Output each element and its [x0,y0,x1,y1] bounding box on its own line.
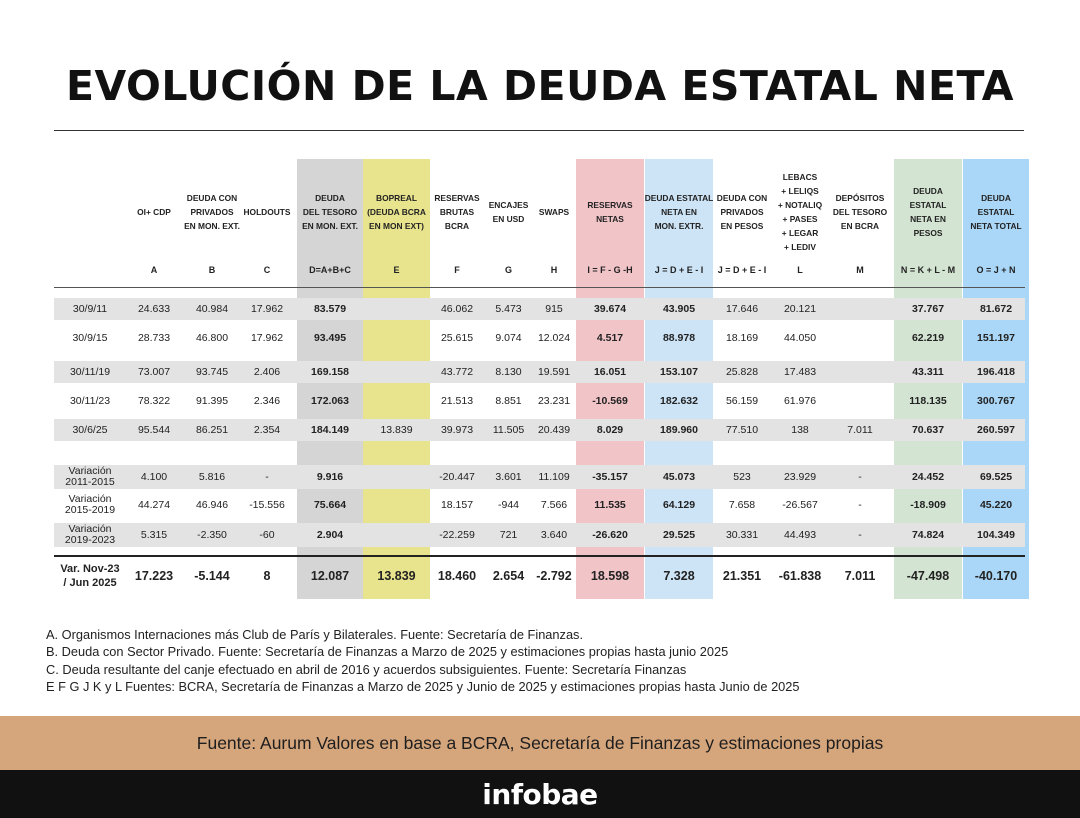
table-cell: 9.074 [495,332,522,344]
column-code: F [454,265,460,275]
table-cell: 75.664 [313,499,347,511]
table-cell: 17.962 [250,303,284,315]
table-row [54,390,1025,412]
table-cell: 21.513 [440,395,474,407]
total-row [54,561,1025,591]
source-text: Fuente: Aurum Valores en base a BCRA, Secretaría de Finanzas y estimaciones propias [196,732,884,753]
table-cell: 11.535 [594,499,626,511]
table-cell: 44.493 [783,529,817,541]
table-cell: 78.322 [137,395,171,407]
table-cell: 8.130 [495,366,522,378]
table-cell: 2.346 [253,395,281,407]
column-header: DEUDA DEL TESORO EN MON. EXT. [302,193,358,231]
table-cell: 11.109 [538,471,570,483]
table-cell: 2.406 [253,366,281,378]
column-header: RESERVAS BRUTAS BCRA [434,193,480,231]
column-header: BOPREAL (DEUDA BCRA EN MON EXT) [367,193,426,231]
table-cell: 8.029 [596,424,624,436]
table-cell [363,327,430,349]
table-cell: 13.839 [380,424,413,436]
table-cell: 64.129 [662,499,696,511]
table-cell: 18.169 [725,332,759,344]
table-cell: 3.601 [495,471,522,483]
footnote: E F G J K y L Fuentes: BCRA, Secretaría de Finanzas a Marzo de 2025 y Junio de 2025 y estimaciones propias hasta Junio de 2025 [46,678,800,694]
table-cell [363,523,430,547]
table-cell: 138 [791,424,809,436]
table-cell: 62.219 [911,332,945,344]
table-cell: -18.909 [910,499,946,511]
row-label: 30/9/15 [72,331,108,344]
table-cell: 24.633 [137,303,171,315]
column-header: RESERVAS NETAS [587,200,633,224]
table-cell: 7.011 [847,424,873,436]
table-cell: -47.498 [906,569,950,583]
table-cell: 184.149 [311,424,349,436]
table-cell: 18.460 [437,569,477,583]
table-row [54,465,1025,489]
table-cell: -22.259 [439,529,475,541]
table-cell: 95.544 [137,424,171,436]
table-cell [363,298,430,320]
table-cell: 74.824 [911,529,945,541]
table-cell: 23.929 [783,471,817,483]
table-cell: 46.800 [195,332,229,344]
table-cell: -61.838 [778,569,822,583]
table-cell: 39.674 [593,303,627,315]
column-header: DEUDA CON PRIVADOS EN PESOS [716,193,768,231]
table-cell: -2.350 [197,529,227,541]
table-cell: -10.569 [592,395,628,407]
table-cell: -40.170 [974,569,1018,583]
column-code: D=A+B+C [309,265,351,275]
table-row [54,327,1025,349]
table-cell: 88.978 [662,332,696,344]
table-cell: 43.311 [912,366,944,378]
table-cell: 61.976 [783,395,817,407]
table-cell [363,493,430,517]
row-label: 30/11/23 [69,394,111,407]
table-cell: 69.525 [979,471,1013,483]
table-cell: 5.473 [495,303,522,315]
table-cell: 46.062 [440,303,474,315]
table-cell: - [858,529,862,541]
row-label: Variación 2019-2023 [64,523,116,546]
table-cell: 7.566 [540,499,568,511]
footnote: A. Organismos Internaciones más Club de París y Bilaterales. Fuente: Secretaría de Finanzas. [46,627,584,642]
table-cell: 118.135 [909,395,947,407]
table-cell: 28.733 [137,332,171,344]
table-cell: 44.050 [783,332,817,344]
table-cell: 23.231 [537,395,571,407]
table-cell [828,327,892,349]
table-cell: 12.024 [537,332,571,344]
column-code: C [263,265,271,275]
table-cell: 169.158 [311,366,349,378]
row-label: Variación 2015-2019 [64,493,116,516]
table-cell: 25.615 [440,332,474,344]
page-title: EVOLUCIÓN DE LA DEUDA ESTATAL NETA [65,62,1015,110]
column-header: ENCAJES EN USD [488,200,529,224]
column-code: I = F - G -H [587,265,633,275]
table-cell: - [858,471,862,483]
table-cell: 43.772 [440,366,474,378]
column-code: M [856,265,864,275]
table-cell: -35.157 [592,471,628,483]
table-cell: -26.620 [592,529,628,541]
table-cell: 2.354 [253,424,281,436]
table-cell: -944 [497,499,519,511]
table-cell: 172.063 [311,395,349,407]
table-cell: 721 [499,529,518,541]
table-cell: 93.745 [195,366,229,378]
column-header: DEPÓSITOS DEL TESORO EN BCRA [832,193,888,231]
table-cell: 2.904 [316,529,344,541]
table-cell: 86.251 [195,424,229,436]
column-code: O = J + N [976,265,1016,275]
column-header: DEUDA ESTATAL NETA EN PESOS [909,186,947,238]
table-cell: 37.767 [911,303,945,315]
total-divider [54,555,1025,557]
table-cell: 189.960 [660,424,698,436]
table-cell: 300.767 [977,395,1015,407]
table-cell: -60 [259,529,275,541]
table-cell: 13.839 [377,569,416,583]
footnotes [46,626,1046,695]
table-cell: -2.792 [536,569,572,583]
table-cell: 7.011 [844,569,876,583]
table-cell: 56.159 [725,395,759,407]
column-code: G [504,265,512,275]
table-cell: 104.349 [977,529,1015,541]
table-cell: 16.051 [593,366,627,378]
table-cell: 7.658 [728,499,756,511]
table-cell: 11.505 [492,424,525,436]
table-cell: 8 [263,569,271,583]
column-code: E [393,265,400,275]
table-cell [363,465,430,489]
table-cell: 44.274 [137,499,171,511]
table-cell: 24.452 [911,471,945,483]
row-label: Var. Nov-23 / Jun 2025 [60,563,120,589]
table-cell: -20.447 [439,471,475,483]
table-cell: 523 [733,471,751,483]
table-cell: 9.916 [316,471,344,483]
table-cell: 153.107 [660,366,698,378]
table-cell: 73.007 [137,366,171,378]
table-cell: 18.598 [590,569,630,583]
table-cell: 17.646 [725,303,759,315]
table-cell: 17.962 [250,332,284,344]
row-label: 30/11/19 [69,365,111,378]
table-cell: 93.495 [313,332,347,344]
table-cell: 70.637 [911,424,945,436]
table-cell: 83.579 [313,303,347,315]
table-cell: 4.100 [140,471,168,483]
column-header: DEUDA CON PRIVADOS EN MON. EXT. [184,193,240,231]
footnote: B. Deuda con Sector Privado. Fuente: Secretaría de Finanzas a Marzo de 2025 y estimaciones propias hasta junio 2025 [46,644,729,660]
table-row [54,419,1025,441]
table-cell: 43.905 [662,303,696,315]
table-row [54,361,1025,383]
table-cell [828,298,892,320]
table-cell: 260.597 [977,424,1015,436]
table-cell [828,361,892,383]
table-cell [363,361,430,383]
table-cell: 4.517 [596,332,624,344]
row-label: 30/6/25 [72,423,108,436]
table-cell: 7.328 [663,569,695,583]
column-code: N = K + L - M [900,265,956,275]
table-cell: 915 [545,303,563,315]
table-cell: 3.640 [540,529,568,541]
table-cell: 19.591 [537,366,571,378]
table-cell: - [265,471,269,483]
table-cell: 45.073 [662,471,696,483]
column-header: HOLDOUTS [243,207,291,217]
table-row [54,523,1025,547]
table-cell: -26.567 [782,499,818,511]
table-cell: 39.973 [440,424,474,436]
table-cell: 12.087 [310,569,350,583]
column-header: DEUDA ESTATAL NETA TOTAL [970,193,1022,231]
column-code: J = D + E - I [717,265,767,275]
row-label: Variación 2011-2015 [65,465,115,488]
table-cell: 196.418 [977,366,1015,378]
table-cell: 2.654 [492,569,525,583]
table-cell: 20.121 [783,303,817,315]
table-cell: 81.672 [979,303,1013,315]
brand-logo: infobae [482,777,598,811]
column-header: SWAPS [538,207,570,217]
column-code: B [208,265,216,275]
table-cell [828,390,892,412]
column-header: LEBACS + LELIQS + NOTALIQ + PASES + LEGAR + LEDIV [777,172,823,252]
source-band [0,716,1080,770]
footnote: C. Deuda resultante del canje efectuado en abril de 2016 y acuerdos subsiguientes. Fuente: Secretaría Finanzas [46,661,687,677]
row-label: 30/9/11 [72,302,108,315]
table-cell: 21.351 [722,569,762,583]
table-cell: 46.946 [195,499,229,511]
table-row [54,298,1025,320]
table-cell: 20.439 [537,424,571,436]
column-header: DEUDA ESTATAL NETA EN MON. EXTR. [644,193,714,231]
table-cell: 17.223 [134,569,174,583]
table-cell: 17.483 [783,366,817,378]
header-divider [54,287,1025,288]
column-code: J = D + E - I [654,265,704,275]
table-row [54,493,1025,517]
table-cell: 40.984 [195,303,229,315]
column-code: A [150,265,158,275]
table-cell: 5.816 [198,471,226,483]
table-cell: 30.331 [725,529,759,541]
table-cell: 5.315 [140,529,168,541]
footer-band [0,770,1080,818]
table-cell: 77.510 [725,424,759,436]
column-code: H [550,265,558,275]
title-divider [54,130,1024,131]
table-cell: 8.851 [495,395,522,407]
table-cell: 29.525 [662,529,696,541]
table-cell: 182.632 [660,395,698,407]
table-cell: 25.828 [725,366,759,378]
column-header: OI+ CDP [137,207,171,217]
table-cell: - [858,499,862,511]
table-cell: -15.556 [249,499,285,511]
table-cell: -5.144 [194,569,230,583]
table-cell: 151.197 [977,332,1015,344]
column-code: L [797,265,803,275]
table-cell: 91.395 [195,395,229,407]
table-cell [363,390,430,412]
table-cell: 18.157 [440,499,474,511]
table-cell: 45.220 [979,499,1013,511]
